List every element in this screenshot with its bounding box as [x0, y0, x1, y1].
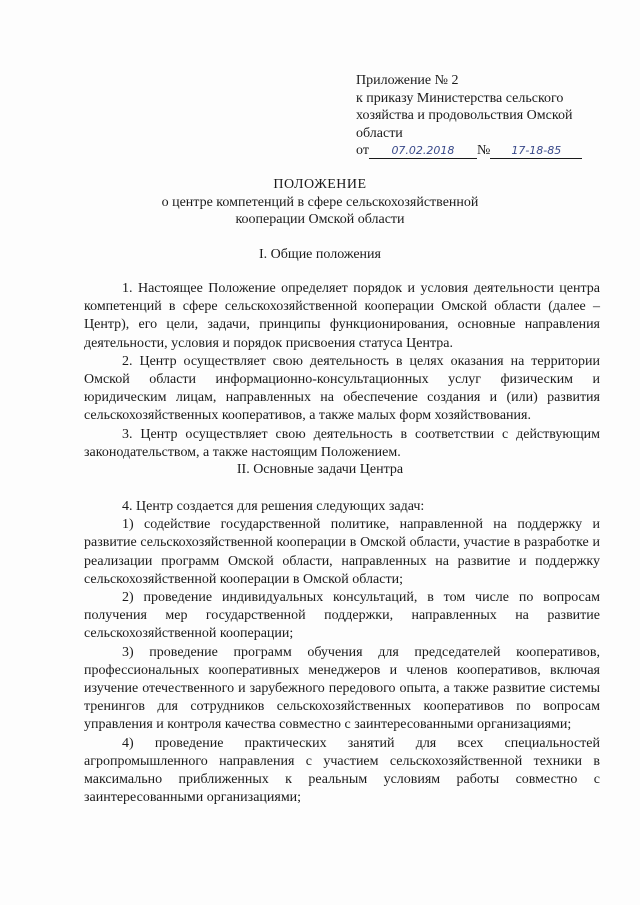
task-item-2: 2) проведение индивидуальных консультаций, в том числе по вопросам получения мер государственной поддержки, направленных на развитие сельскохозяйственной кооперации; — [84, 590, 600, 642]
appendix-ministry-line: хозяйства и продовольствия Омской — [356, 108, 573, 123]
appendix-order-line: к приказу Министерства сельского — [356, 90, 564, 106]
appendix-number: Приложение № 2 — [356, 73, 459, 88]
paragraph-1: 1. Настоящее Положение определяет порядок и условия деятельности центра компетенций в сфере сельскохозяйственной кооперации Омской области (далее – Центр), его цели, задачи, принципы функционирования, основные направления деятельности, условия и порядок присвоения статуса Центра. — [84, 281, 600, 351]
task-item-1: 1) содействие государственной политике, направленной на поддержку и развитие сельскохозяйственной кооперации в Омской области, участие в разработке и реализации программ Омской области, направленных на развитие и поддержку сельскохозяйственной кооперации в Омской области; — [84, 517, 600, 587]
section-tasks-body — [84, 498, 600, 807]
order-date-number-row — [356, 142, 606, 160]
document-title — [0, 176, 640, 229]
title-main: ПОЛОЖЕНИЕ — [273, 177, 367, 192]
section-general-body — [84, 280, 600, 462]
section-heading-general: I. Общие положения — [259, 247, 381, 262]
title-subtitle-line1: о центре компетенций в сфере сельскохозяйственной — [161, 194, 479, 210]
paragraph-2: 2. Центр осуществляет свою деятельность в целях оказания на территории Омской области информационно-консультационных услуг физическим и юридическим лицам, направленных на обеспечение создания и (или) развития сельскохозяйственных кооперативов, а также малых форм хозяйствования. — [84, 353, 600, 424]
number-label: № — [476, 143, 491, 158]
task-item-3: 3) проведение программ обучения для председателей кооперативов, профессиональных кооперативных менеджеров и членов кооперативов, включая изучение отечественного и зарубежного передового опыта, а также развитие системы тренингов для сотрудников сельскохозяйственных кооперативов по вопросам управления и контроля качества совместно с заинтересованными организациями; — [84, 644, 600, 733]
task-item-4: 4) проведение практических занятий для всех специальностей агропромышленного направления с участием сельскохозяйственной техники в максимально приближенных к реальным условиям работы совместно с заинтересованными организациями; — [84, 735, 600, 806]
from-label: от — [356, 143, 369, 158]
paragraph-3: 3. Центр осуществляет свою деятельность в соответствии с действующим законодательством, а также настоящим Положением. — [84, 426, 600, 460]
section-heading-tasks: II. Основные задачи Центра — [236, 462, 404, 477]
paragraph-4: 4. Центр создается для решения следующих задач: — [122, 499, 425, 514]
appendix-region-line: области — [356, 125, 403, 141]
handwritten-date: 07.02.2018 — [369, 144, 477, 159]
handwritten-number: 17-18-85 — [490, 144, 582, 159]
title-subtitle-line2: кооперации Омской области — [235, 212, 405, 227]
appendix-header — [356, 72, 606, 160]
